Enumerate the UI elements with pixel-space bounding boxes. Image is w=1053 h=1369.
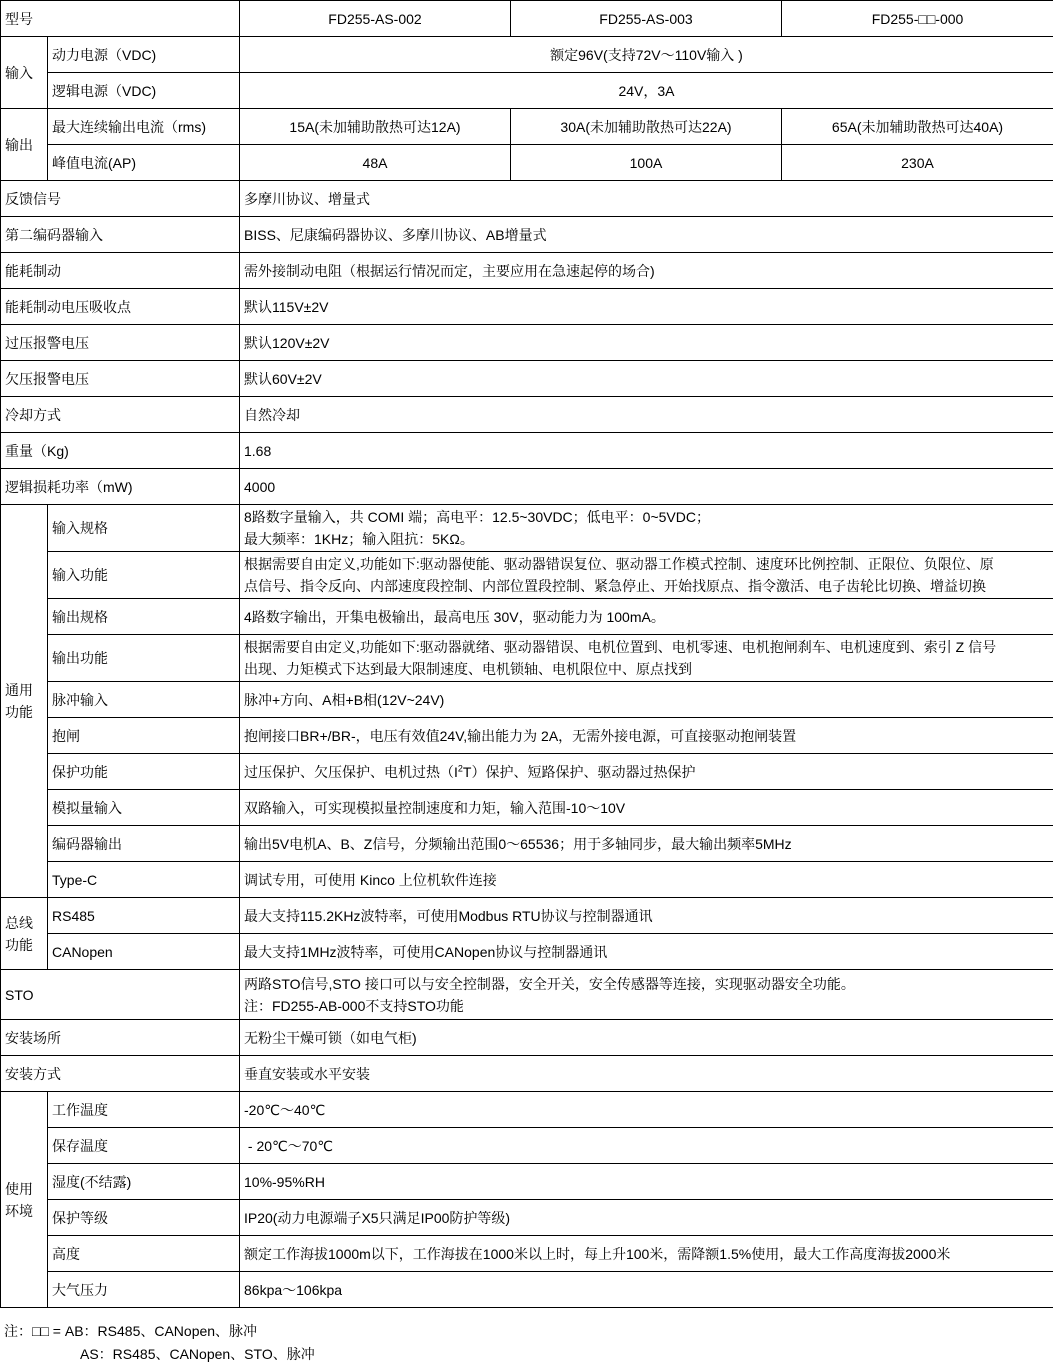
table-row xyxy=(1,253,1053,289)
bus-value: 最大支持115.2KHz波特率，可使用Modbus RTU协议与控制器通讯 xyxy=(240,898,1053,934)
peak-value-1: 48A xyxy=(240,145,511,181)
row-label: 第二编码器输入 xyxy=(1,217,240,253)
value-line: 根据需要自由定义,功能如下:驱动器就绪、驱动器错误、电机位置到、电机零速、电机抱闸刹车、电机速度到、索引 Z 信号 xyxy=(244,639,997,655)
input-group-label: 输入 xyxy=(1,37,48,109)
bus-group-line2: 功能 xyxy=(5,936,33,953)
row-label: 反馈信号 xyxy=(1,181,240,217)
output-peak-row xyxy=(1,145,1053,181)
model-label: 型号 xyxy=(1,1,240,37)
general-row xyxy=(1,790,1053,826)
general-label: Type-C xyxy=(48,862,240,898)
env-value: 86kpa～106kpa xyxy=(240,1272,1053,1308)
bus-group-line1: 总线 xyxy=(5,914,33,931)
logic-value: 24V，3A xyxy=(240,73,1053,109)
general-value: 抱闸接口BR+/BR-，电压有效值24V,输出能力为 2A，无需外接电源，可直接驱动抱闸装置 xyxy=(240,718,1053,754)
env-label: 工作温度 xyxy=(48,1092,240,1128)
general-group-line1: 通用 xyxy=(5,682,33,698)
model-1: FD255-AS-002 xyxy=(240,1,511,37)
install-label: 安装场所 xyxy=(1,1020,240,1056)
power-label: 动力电源（VDC) xyxy=(48,37,240,73)
row-label: 欠压报警电压 xyxy=(1,361,240,397)
general-label: 输出规格 xyxy=(48,599,240,635)
table-row xyxy=(1,181,1053,217)
cont-value-1: 15A(未加辅助散热可达12A) xyxy=(240,109,511,145)
row-value: 多摩川协议、增量式 xyxy=(240,181,1053,217)
env-value: 10%-95%RH xyxy=(240,1164,1053,1200)
row-label: 重量（Kg) xyxy=(1,433,240,469)
table-row xyxy=(1,361,1053,397)
peak-label: 峰值电流(AP) xyxy=(48,145,240,181)
sto-label: STO xyxy=(1,970,240,1020)
value-line: 点信号、指令反向、内部速度段控制、内部位置段控制、紧急停止、开始找原点、指令激活、电子齿轮比切换、增益切换 xyxy=(244,578,986,594)
row-value: 自然冷却 xyxy=(240,397,1053,433)
footnote xyxy=(4,1320,315,1366)
general-value: 4路数字输出，开集电极输出，最高电压 30V，驱动能力为 100mA。 xyxy=(240,599,1053,635)
value-line: 出现、力矩模式下达到最大限制速度、电机锁轴、电机限位中、原点找到 xyxy=(244,661,692,677)
general-value: 双路输入，可实现模拟量控制速度和力矩，输入范围-10～10V xyxy=(240,790,1053,826)
row-label: 过压报警电压 xyxy=(1,325,240,361)
row-value: 4000 xyxy=(240,469,1053,505)
table-row xyxy=(1,289,1053,325)
general-value: 脉冲+方向、A相+B相(12V~24V) xyxy=(240,682,1053,718)
env-group-line2: 环境 xyxy=(5,1202,33,1219)
general-row xyxy=(1,682,1053,718)
env-row xyxy=(1,1092,1053,1128)
general-value xyxy=(240,505,1053,552)
table-row xyxy=(1,1020,1053,1056)
general-label: 模拟量输入 xyxy=(48,790,240,826)
sto-row xyxy=(1,970,1053,1020)
value-line: 两路STO信号,STO 接口可以与安全控制器，安全开关，安全传感器等连接，实现驱动器安全功能。 xyxy=(244,975,855,992)
table-row xyxy=(1,433,1053,469)
general-label: 编码器输出 xyxy=(48,826,240,862)
value-post: T）保护、短路保护、驱动器过热保护 xyxy=(462,763,696,780)
general-label: 脉冲输入 xyxy=(48,682,240,718)
peak-value-2: 100A xyxy=(511,145,782,181)
row-value: 默认120V±2V xyxy=(240,325,1053,361)
value-line: 根据需要自由定义,功能如下:驱动器使能、驱动器错误复位、驱动器工作模式控制、速度环比例控制、正限位、负限位、原 xyxy=(244,556,994,572)
table-row xyxy=(1,1056,1053,1092)
value-sup: 2 xyxy=(457,762,463,773)
cont-label: 最大连续输出电流（rms) xyxy=(48,109,240,145)
general-label: 抱闸 xyxy=(48,718,240,754)
bus-label: CANopen xyxy=(48,934,240,970)
table-row xyxy=(1,325,1053,361)
env-label: 大气压力 xyxy=(48,1272,240,1308)
general-row xyxy=(1,599,1053,635)
table-row xyxy=(1,397,1053,433)
env-value: -20℃～40℃ xyxy=(240,1092,1053,1128)
general-row xyxy=(1,505,1053,552)
row-value: BISS、尼康编码器协议、多摩川协议、AB增量式 xyxy=(240,217,1053,253)
output-group-label: 输出 xyxy=(1,109,48,181)
env-group-label xyxy=(1,1092,48,1308)
logic-label: 逻辑电源（VDC) xyxy=(48,73,240,109)
env-label: 保存温度 xyxy=(48,1128,240,1164)
general-label: 输入功能 xyxy=(48,552,240,599)
install-value: 垂直安装或水平安装 xyxy=(240,1056,1053,1092)
value-line: 最大频率：1KHz；输入阻抗：5KΩ。 xyxy=(244,531,474,547)
cont-value-2: 30A(未加辅助散热可达22A) xyxy=(511,109,782,145)
general-value xyxy=(240,635,1053,682)
install-value: 无粉尘干燥可锁（如电气柜) xyxy=(240,1020,1053,1056)
footnote-line1: 注：□□ = AB：RS485、CANopen、脉冲 xyxy=(4,1323,258,1339)
env-label: 湿度(不结露) xyxy=(48,1164,240,1200)
model-2: FD255-AS-003 xyxy=(511,1,782,37)
table-row xyxy=(1,469,1053,505)
general-row xyxy=(1,826,1053,862)
general-row xyxy=(1,635,1053,682)
power-value: 额定96V(支持72V～110V输入 ) xyxy=(240,37,1053,73)
general-row xyxy=(1,718,1053,754)
general-label: 输入规格 xyxy=(48,505,240,552)
env-label: 保护等级 xyxy=(48,1200,240,1236)
general-value: 调试专用，可使用 Kinco 上位机软件连接 xyxy=(240,862,1053,898)
sto-value xyxy=(240,970,1053,1020)
input-logic-row xyxy=(1,73,1053,109)
env-label: 高度 xyxy=(48,1236,240,1272)
env-row xyxy=(1,1236,1053,1272)
env-group-line1: 使用 xyxy=(5,1180,33,1197)
install-label: 安装方式 xyxy=(1,1056,240,1092)
row-label: 冷却方式 xyxy=(1,397,240,433)
bus-row xyxy=(1,934,1053,970)
peak-value-3: 230A xyxy=(782,145,1053,181)
row-value: 默认60V±2V xyxy=(240,361,1053,397)
general-label: 输出功能 xyxy=(48,635,240,682)
bus-group-label xyxy=(1,898,48,970)
env-row xyxy=(1,1200,1053,1236)
env-row xyxy=(1,1164,1053,1200)
cont-value-3: 65A(未加辅助散热可达40A) xyxy=(782,109,1053,145)
row-label: 能耗制动 xyxy=(1,253,240,289)
row-value: 需外接制动电阻（根据运行情况而定，主要应用在急速起停的场合) xyxy=(240,253,1053,289)
env-row xyxy=(1,1128,1053,1164)
env-row xyxy=(1,1272,1053,1308)
row-value: 默认115V±2V xyxy=(240,289,1053,325)
general-row xyxy=(1,552,1053,599)
model-3: FD255-□□-000 xyxy=(782,1,1053,37)
env-value: IP20(动力电源端子X5只满足IP00防护等级) xyxy=(240,1200,1053,1236)
env-value: 额定工作海拔1000m以下，工作海拔在1000米以上时，每上升100米，需降额1.5%使用，最大工作高度海拔2000米 xyxy=(240,1236,1053,1272)
value-line: 8路数字量输入，共 COMI 端；高电平：12.5~30VDC；低电平：0~5VDC； xyxy=(244,509,710,525)
value-line: 注：FD255-AB-000不支持STO功能 xyxy=(244,997,464,1014)
general-value xyxy=(240,754,1053,790)
output-cont-row xyxy=(1,109,1053,145)
value-pre: 过压保护、欠压保护、电机过热（I xyxy=(244,763,458,780)
general-group-label xyxy=(1,505,48,898)
bus-row xyxy=(1,898,1053,934)
input-power-row xyxy=(1,37,1053,73)
general-row xyxy=(1,862,1053,898)
row-label: 逻辑损耗功率（mW) xyxy=(1,469,240,505)
general-value xyxy=(240,552,1053,599)
footnote-line2: AS：RS485、CANopen、STO、脉冲 xyxy=(80,1346,315,1362)
bus-value: 最大支持1MHz波特率，可使用CANopen协议与控制器通讯 xyxy=(240,934,1053,970)
row-label: 能耗制动电压吸收点 xyxy=(1,289,240,325)
row-value: 1.68 xyxy=(240,433,1053,469)
general-group-line2: 功能 xyxy=(5,704,33,720)
header-row xyxy=(1,1,1053,37)
general-value: 输出5V电机A、B、Z信号，分频输出范围0～65536；用于多轴同步，最大输出频率5MHz xyxy=(240,826,1053,862)
general-row xyxy=(1,754,1053,790)
bus-label: RS485 xyxy=(48,898,240,934)
env-value: - 20℃～70℃ xyxy=(240,1128,1053,1164)
table-row xyxy=(1,217,1053,253)
general-label: 保护功能 xyxy=(48,754,240,790)
